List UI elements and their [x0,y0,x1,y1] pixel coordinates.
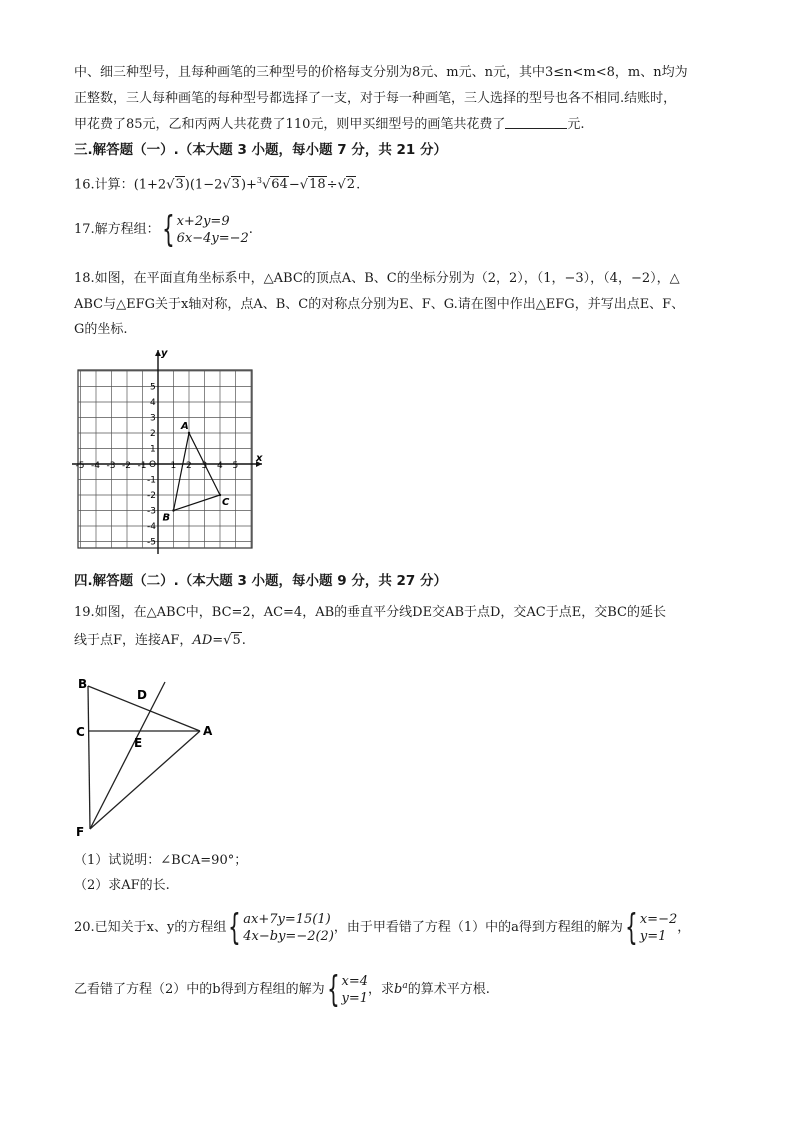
sqrt-sign: √ [222,177,231,193]
q20-line-1 [74,907,691,948]
label-a: A [203,724,213,738]
q20-system [226,907,334,948]
q19-line-2-end: . [241,633,246,648]
line-fd [90,682,165,829]
origin-label: O [149,460,157,470]
label-b: B [78,677,88,691]
brace-icon: { [161,209,175,250]
q16-end: . [356,177,361,193]
brace-icon: { [625,907,638,948]
x-tick-label: -2 [122,461,131,471]
x-tick-label: 5 [232,461,239,471]
q19-ad-radicand: 5 [232,633,241,648]
q16-term-1: (1+2 [133,177,167,193]
q16-radicand-4: 18 [309,177,326,193]
q20-eq-1: ax+7y=15(1) [243,912,331,927]
x-tick-label: -5 [75,461,85,471]
coordinate-grid-figure [70,346,270,556]
point-b [172,509,174,511]
answer-blank[interactable] [505,116,567,129]
y-tick-label: 4 [150,398,156,408]
q20-line-2-mid: ，求 [368,982,395,997]
q17-end: . [248,222,253,237]
q16-term-4: − [288,177,300,193]
q19-line-1: 19.如图，在△ABC中，BC=2，AC=4，AB的垂直平分线DE交AB于点D，交AC于点E，交BC的延长 [74,605,666,620]
q19-ad-label: AD= [192,633,224,648]
q20-end-1: ， [677,920,691,935]
q20-solution-1 [623,907,678,948]
q17-prefix: 17.解方程组： [74,222,160,237]
brace-icon: { [228,907,242,948]
q16-prefix: 16.计算： [74,177,134,193]
q20-solution-2 [325,969,369,1010]
q20-base: b [394,982,403,997]
point-c [219,494,221,496]
q20-eq-2: 4x−by=−2(2) [243,929,334,944]
q19-line-2 [74,632,246,650]
section-4-heading: 四.解答题（二）.（本大题 3 小题，每小题 9 分，共 27 分） [74,573,448,589]
q20-line-2 [74,969,490,1010]
point-a [188,432,190,434]
q18-line-1: 18.如图，在平面直角坐标系中，△ABC的顶点A、B、C的坐标分别为（2，2），（1，−3），（4，−2），△ [74,271,680,286]
question-16 [74,172,360,194]
sqrt-sign: √ [166,177,175,193]
label-f: F [76,825,85,839]
q17-eq-1: x+2y=9 [176,214,230,229]
q18-line-3: G的坐标. [74,322,128,337]
x-tick-label: 1 [170,461,177,471]
label-e: E [134,736,143,750]
intro-line-2: 正整数，三人每种画笔的每种型号都选择了一支，对于每一种画笔，三人选择的型号也各不相同.结账时， [74,91,677,106]
y-tick-label: -2 [147,491,156,501]
y-tick-label: 2 [150,429,156,439]
q20-exponent: a [402,981,408,992]
label-d: D [137,688,147,702]
q17-eq-2: 6x−4y=−2 [176,231,249,246]
point-label-b: B [162,512,171,524]
cube-root-sign: √ [262,177,271,193]
intro-line-3-text: 甲花费了85元，乙和丙两人共花费了110元，则甲买细型号的画笔共花费了 [74,117,506,132]
x-tick-label: 4 [217,461,223,471]
q19-line-2-text: 线于点F，连接AF， [74,633,193,648]
q20-line-2-text: 乙看错了方程（2）中的b得到方程组的解为 [74,982,325,997]
y-tick-label: 1 [150,444,156,455]
y-tick-label: -4 [147,522,156,532]
y-tick-label: -5 [147,537,156,548]
y-tick-label: 5 [150,382,156,393]
sqrt-sign: √ [299,177,309,193]
q19-sub-2: （2）求AF的长. [74,878,170,893]
y-tick-label: -1 [147,475,156,486]
section-3-heading: 三.解答题（一）.（本大题 3 小题，每小题 7 分，共 21 分） [74,142,448,158]
q16-root-index: 3 [256,176,262,185]
q20-line-2-end: 的算术平方根. [407,982,490,997]
q20-sol1-y: y=1 [639,929,667,944]
segment-bf [88,686,90,829]
x-tick-label: -4 [91,461,100,471]
sqrt-sign: √ [337,177,346,193]
intro-line-3 [74,116,585,134]
label-c: C [76,725,85,739]
q19-sub-1: （1）试说明：∠BCA=90°； [74,853,248,868]
q16-radicand-2: 3 [231,177,240,193]
y-tick-label: 3 [150,413,156,424]
q16-radicand-3: 64 [271,177,288,193]
q16-radicand-5: 2 [346,177,356,193]
x-tick-label: 2 [186,461,192,471]
sqrt-sign: √ [223,633,232,648]
q17-system [160,209,249,250]
point-label-a: A [181,421,189,432]
triangle-figure [70,670,220,840]
intro-line-1: 中、细三种型号，且每种画笔的三种型号的价格每支分别为8元、m元、n元，其中3≤n<m<8，m、n均为 [74,65,688,80]
q16-radicand-1: 3 [175,177,184,193]
q16-term-5: ÷ [326,177,338,193]
intro-line-3-end: 元. [567,117,585,132]
q20-sol2-x: x=4 [341,974,368,989]
x-axis-label: x [256,453,263,464]
q16-term-2: )(1−2 [184,177,223,193]
y-axis-label: y [161,348,168,359]
brace-icon: { [326,969,340,1010]
q16-term-3: )+ [240,177,257,193]
question-17 [74,209,253,250]
x-tick-label: 3 [201,461,208,471]
point-label-c: C [222,497,230,508]
q20-mid: ，由于甲看错了方程（1）中的a得到方程组的解为 [333,920,623,935]
q20-sol2-y: y=1 [341,991,369,1006]
x-tick-label: -3 [106,461,116,471]
segment-fa [90,731,200,829]
q20-sol1-x: x=−2 [639,912,678,927]
q20-prefix: 20.已知关于x、y的方程组 [74,920,227,935]
x-tick-label: -1 [137,461,147,471]
y-tick-label: -3 [147,506,156,517]
q18-line-2: ABC与△EFG关于x轴对称，点A、B、C的对称点分别为E、F、G.请在图中作出△EFG，并写出点E、F、 [74,297,685,312]
triangle-abc [174,433,221,511]
